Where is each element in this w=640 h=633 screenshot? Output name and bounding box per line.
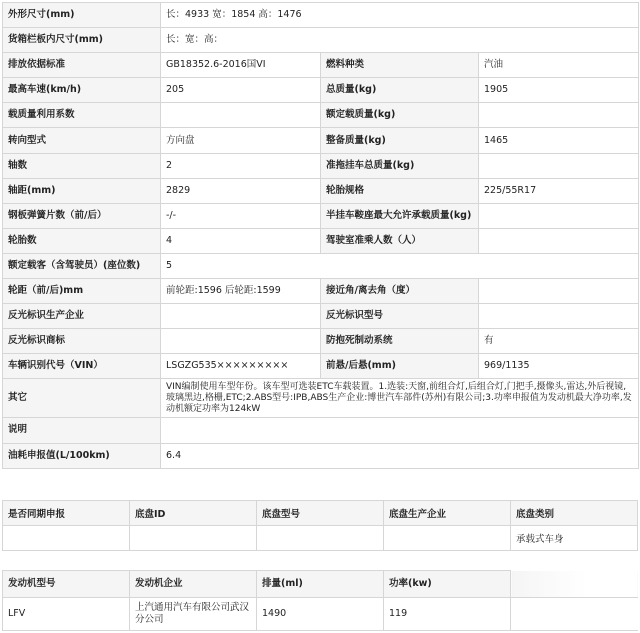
- spec-value: [479, 203, 639, 228]
- spec-row-seats: [3, 253, 639, 278]
- spec-row-axles: [3, 153, 639, 178]
- spec-label: 钢板弹簧片数（前/后）: [3, 203, 161, 228]
- spec-row-steering: [3, 128, 639, 153]
- chassis-header-row: [3, 501, 638, 526]
- spec-value: [161, 103, 321, 128]
- spec-row-emission: [3, 53, 639, 78]
- spec-value: 前轮距:1596 后轮距:1599: [161, 279, 321, 304]
- spec-value: 969/1135: [479, 354, 639, 379]
- spec-value: 2829: [161, 178, 321, 203]
- spec-label: 驾驶室准乘人数（人）: [321, 228, 479, 253]
- spec-value: 6.4: [161, 443, 639, 468]
- spec-label: 轴数: [3, 153, 161, 178]
- spec-label: 轴距(mm): [3, 178, 161, 203]
- spec-label: 排放依据标准: [3, 53, 161, 78]
- spec-label: 货箱栏板内尺寸(mm): [3, 28, 161, 53]
- spec-value: [161, 304, 321, 329]
- spec-row-tires: [3, 228, 639, 253]
- spec-row-reflector-brand: [3, 329, 639, 354]
- spec-label: 载质量利用系数: [3, 103, 161, 128]
- spec-label: 外形尺寸(mm): [3, 3, 161, 28]
- spec-value: 5: [161, 253, 639, 278]
- spec-value: GB18352.6-2016国VI: [161, 53, 321, 78]
- spec-row-fuel-consumption: [3, 443, 639, 468]
- spec-label: 半挂车鞍座最大允许承载质量(kg): [321, 203, 479, 228]
- chassis-header-cell: 底盘生产企业: [384, 501, 511, 526]
- spec-label: 转向型式: [3, 128, 161, 153]
- chassis-header-cell: 底盘类别: [511, 501, 638, 526]
- spec-label: 准拖挂车总质量(kg): [321, 153, 479, 178]
- spec-label: 轮胎数: [3, 228, 161, 253]
- spec-value: 方向盘: [161, 128, 321, 153]
- spec-row-wheelbase: [3, 178, 639, 203]
- spec-row-cargo-box: [3, 28, 639, 53]
- chassis-cell: 承载式车身: [511, 526, 638, 551]
- spec-value: [479, 279, 639, 304]
- spec-value: 225/55R17: [479, 178, 639, 203]
- engine-header-row: [3, 571, 638, 598]
- spec-value: LSGZG535×××××××××: [161, 354, 321, 379]
- spec-value: [479, 153, 639, 178]
- spec-value: 4: [161, 228, 321, 253]
- spec-label: 其它: [3, 379, 161, 418]
- chassis-header-cell: 是否同期申报: [3, 501, 130, 526]
- chassis-table: [2, 500, 638, 551]
- spec-label: 防抱死制动系统: [321, 329, 479, 354]
- spec-label: 轮胎规格: [321, 178, 479, 203]
- engine-cell: 119: [384, 598, 511, 631]
- spec-row-notes: [3, 418, 639, 443]
- engine-cell: 上汽通用汽车有限公司武汉分公司: [130, 598, 257, 631]
- spec-row-track: [3, 279, 639, 304]
- spec-label: 额定载客（含驾驶员）(座位数): [3, 253, 161, 278]
- spec-label: 反光标识商标: [3, 329, 161, 354]
- spec-value: 有: [479, 329, 639, 354]
- spec-label: 轮距（前/后)mm: [3, 279, 161, 304]
- chassis-cell: [384, 526, 511, 551]
- spec-label: 油耗申报值(L/100km): [3, 443, 161, 468]
- spec-label: 反光标识生产企业: [3, 304, 161, 329]
- chassis-cell: [3, 526, 130, 551]
- spec-value: [479, 228, 639, 253]
- spec-label: 整备质量(kg): [321, 128, 479, 153]
- chassis-cell: [130, 526, 257, 551]
- spec-row-other: [3, 379, 639, 418]
- spec-label: 燃料种类: [321, 53, 479, 78]
- spec-label: 车辆识别代号（VIN）: [3, 354, 161, 379]
- spec-value: 2: [161, 153, 321, 178]
- spec-value: 1465: [479, 128, 639, 153]
- spec-label: 接近角/离去角（度）: [321, 279, 479, 304]
- spec-value: 1905: [479, 78, 639, 103]
- spec-value: [479, 304, 639, 329]
- spec-row-leaf-springs: [3, 203, 639, 228]
- spec-label: 额定载质量(kg): [321, 103, 479, 128]
- vehicle-spec-table: [2, 2, 639, 469]
- chassis-header-cell: 底盘型号: [257, 501, 384, 526]
- spec-row-dimensions: [3, 3, 639, 28]
- spec-row-reflector-maker: [3, 304, 639, 329]
- spec-label: 总质量(kg): [321, 78, 479, 103]
- spec-value: 汽油: [479, 53, 639, 78]
- engine-cell: 1490: [257, 598, 384, 631]
- engine-header-cell: 发动机型号: [3, 571, 130, 598]
- engine-header-cell: 排量(ml): [257, 571, 384, 598]
- engine-header-cell: 发动机企业: [130, 571, 257, 598]
- spec-value: 长：4933 宽：1854 高：1476: [161, 3, 639, 28]
- engine-table: [2, 570, 638, 631]
- spec-label: 最高车速(km/h): [3, 78, 161, 103]
- spec-value: -/-: [161, 203, 321, 228]
- spec-value: 长：宽：高：: [161, 28, 639, 53]
- spec-value: [479, 103, 639, 128]
- spec-value: [161, 329, 321, 354]
- spec-label: 说明: [3, 418, 161, 443]
- chassis-header-cell: 底盘ID: [130, 501, 257, 526]
- spec-value: 205: [161, 78, 321, 103]
- chassis-data-row: [3, 526, 638, 551]
- engine-header-cell: 功率(kw): [384, 571, 511, 598]
- chassis-cell: [257, 526, 384, 551]
- spec-value: [161, 418, 639, 443]
- engine-data-row: [3, 598, 638, 631]
- spec-row-speed: [3, 78, 639, 103]
- spec-label: 反光标识型号: [321, 304, 479, 329]
- spec-row-load-factor: [3, 103, 639, 128]
- engine-header-cell: [511, 571, 638, 598]
- engine-cell: LFV: [3, 598, 130, 631]
- engine-cell: [511, 598, 638, 631]
- spec-value: VIN编制使用车型年份。该车型可选装ETC车载装置。1.选装:天窗,前组合灯,后组合灯,门把手,摄像头,雷达,外后视镜,玻璃黑边,格栅,ETC;2.ABS型号:IPB,ABS生产企业:博世汽车部件(苏州)有限公司;3.功率申报值为发动机最大净功率,发动机额定功率为124kW: [161, 379, 639, 418]
- spec-row-vin: [3, 354, 639, 379]
- spec-label: 前悬/后悬(mm): [321, 354, 479, 379]
